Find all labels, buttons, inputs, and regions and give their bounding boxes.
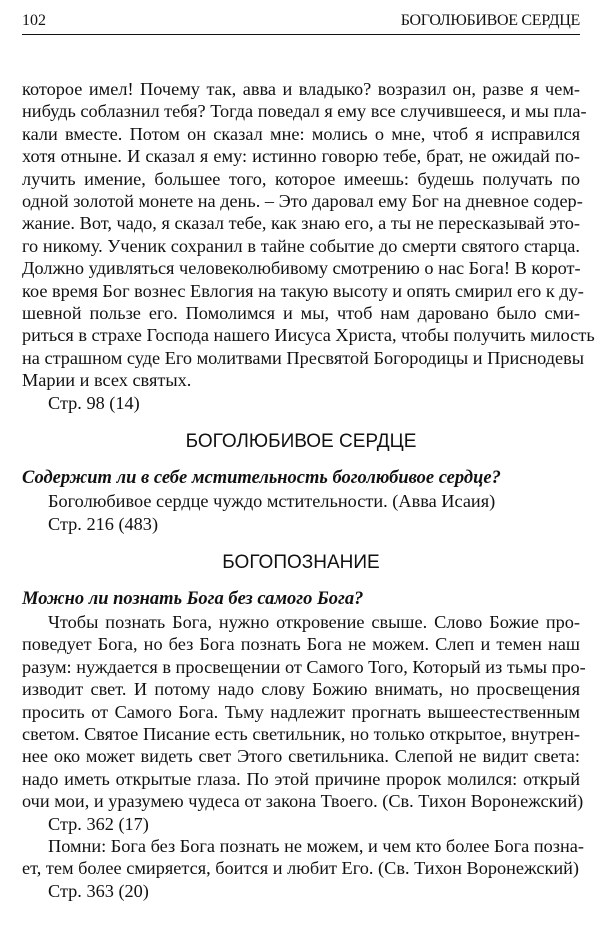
answer-text: Боголюбивое сердце чуждо мстительности. (Авва Исаия) xyxy=(48,491,496,512)
section-question: Содержит ли в себе мстительность боголюбивое сердце? xyxy=(22,468,501,489)
reference: Стр. 362 (17) xyxy=(48,813,149,834)
text-line: кали вместе. Потом он сказал мне: молись о мне, чтоб я исправился xyxy=(22,123,580,144)
text-line: лучить имение, большее того, которое имеешь: будешь получать по xyxy=(22,168,580,189)
text-line: которое имел! Почему так, авва и владыко? возразил он, разве я чем- xyxy=(22,79,580,99)
text-line: кое время Бог вознес Евлогия на такую высоту и опять смирил его к ду- xyxy=(22,280,584,301)
text-line: риться в страхе Господа нашего Иисуса Христа, чтобы получить милость xyxy=(22,325,595,346)
text-line: надо иметь открытые глаза. По этой причине пророк молился: открый xyxy=(22,768,580,789)
text-line: жание. Вот, чадо, я сказал тебе, как знаю его, а ты не пересказывай это- xyxy=(22,213,580,234)
text-line: изводит свет. И потому надо слову Божию внимать, но просвещения xyxy=(22,679,580,700)
text-line: нее око может видеть свет Этого светильника. Слепой не видит света: xyxy=(22,746,580,767)
section-heading: БОГОПОЗНАНИЕ xyxy=(222,551,380,573)
text-line: одной золотой монете на день. – Это даровал ему Бог на дневное содер- xyxy=(22,191,583,212)
text-line: нибудь соблазнил тебя? Тогда поведал я ему все случившееся, и мы пла- xyxy=(22,101,587,122)
page-content xyxy=(22,78,595,902)
text-line: хотя отныне. И сказал я ему: истинно говорю тебе, брат, не ожидай по- xyxy=(22,146,580,167)
text-line: Помни: Бога без Бога познать не можем, и чем кто более Бога позна- xyxy=(48,835,584,856)
text-line: очи мои, и уразумею чудеса от закона Твоего. (Св. Тихон Воронежский) xyxy=(22,791,584,812)
text-line: просить от Самого Бога. Тьму надлежит прогнать вышеестественным xyxy=(22,701,580,722)
paragraph xyxy=(22,78,595,392)
text-line: ет, тем более смиряется, боится и любит Его. (Св. Тихон Воронежский) xyxy=(22,858,579,879)
section-bogopoznanie xyxy=(22,551,586,902)
text-line: Должно удивляться человеколюбивому смотрению о нас Бога! В корот- xyxy=(22,258,581,279)
section-continued-text xyxy=(22,78,595,414)
text-line: поведует Бога, но без Бога познать Бога не можем. Слеп и темен наш xyxy=(22,634,580,655)
text-line: Чтобы познать Бога, нужно откровение свыше. Слово Божие про- xyxy=(48,611,580,632)
section-question: Можно ли познать Бога без самого Бога? xyxy=(22,588,364,609)
text-line: светом. Святое Писание есть светильник, но только открытое, внутрен- xyxy=(22,723,580,744)
reference: Стр. 216 (483) xyxy=(48,513,159,534)
text-line: на страшном суде Его молитвами Пресвятой Богородицы и Приснодевы xyxy=(22,347,585,368)
reference: Стр. 363 (20) xyxy=(48,880,149,901)
text-line: шевной пользе его. Помолимся и мы, чтоб нам даровано было сми- xyxy=(22,303,580,324)
reference: Стр. 98 (14) xyxy=(48,392,140,413)
paragraph xyxy=(22,835,584,880)
text-line: разум: нуждается в просвещении от Самого Того, Который из тьмы про- xyxy=(22,656,586,677)
paragraph xyxy=(22,611,586,813)
running-header xyxy=(22,8,580,35)
section-bogolyubivoe-serdtse xyxy=(22,430,580,535)
text-line: Марии и всех святых. xyxy=(22,370,192,391)
text-line: го никому. Ученик сохранил в тайне событие до смерти святого старца. xyxy=(22,235,580,256)
running-title: БОГОЛЮБИВОЕ СЕРДЦЕ xyxy=(400,12,580,29)
section-heading: БОГОЛЮБИВОЕ СЕРДЦЕ xyxy=(185,431,417,453)
page-number: 102 xyxy=(22,12,46,29)
